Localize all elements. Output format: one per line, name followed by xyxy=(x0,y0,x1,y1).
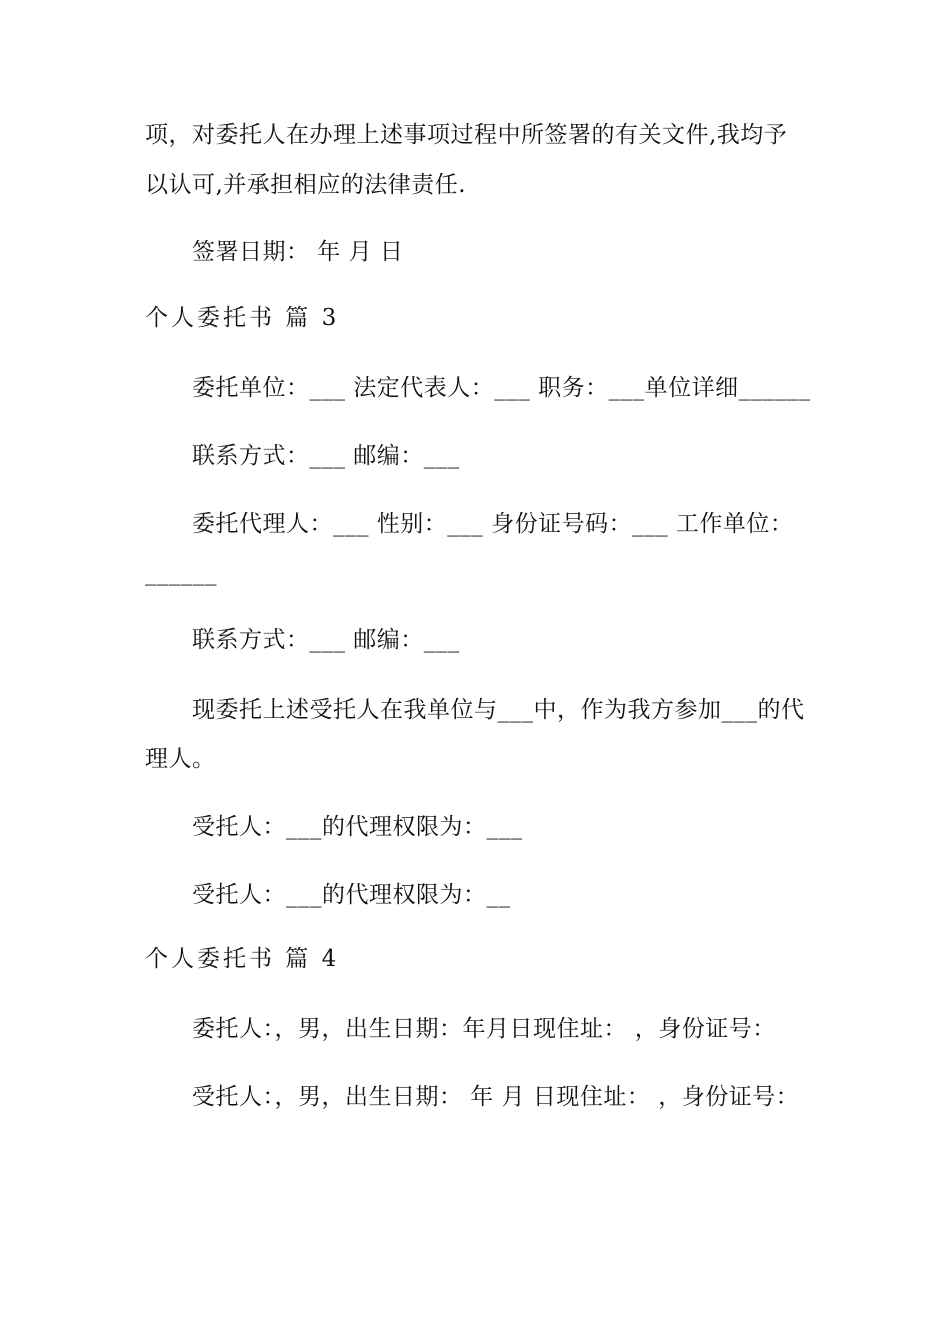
paragraph-line: ______ xyxy=(145,560,217,586)
section-heading-4: 个人委托书 篇 4 xyxy=(145,946,340,972)
paragraph-line: 联系方式：___ 邮编：___ xyxy=(192,627,460,653)
paragraph-line: 受托人：___的代理权限为：___ xyxy=(192,814,523,840)
sign-date: 签署日期： 年 月 日 xyxy=(192,239,404,265)
paragraph-line: 以认可,并承担相应的法律责任. xyxy=(145,172,467,198)
paragraph-line: 理人。 xyxy=(145,746,216,772)
paragraph-line: 项，对委托人在办理上述事项过程中所签署的有关文件,我均予 xyxy=(145,122,788,148)
paragraph-line: 现委托上述受托人在我单位与___中，作为我方参加___的代 xyxy=(192,697,805,723)
paragraph-line: 委托代理人：___ 性别：___ 身份证号码：___ 工作单位： xyxy=(192,511,794,537)
paragraph-line: 受托人：，男，出生日期： 年 月 日现住址： ，身份证号： xyxy=(192,1084,800,1110)
section-heading-3: 个人委托书 篇 3 xyxy=(145,305,340,331)
paragraph-line: 联系方式：___ 邮编：___ xyxy=(192,443,460,469)
paragraph-line: 委托单位：___ 法定代表人：___ 职务：___单位详细______ xyxy=(192,375,811,401)
paragraph-line: 受托人：___的代理权限为：__ xyxy=(192,882,511,908)
paragraph-line: 委托人：，男，出生日期：年月日现住址： ，身份证号： xyxy=(192,1016,776,1042)
